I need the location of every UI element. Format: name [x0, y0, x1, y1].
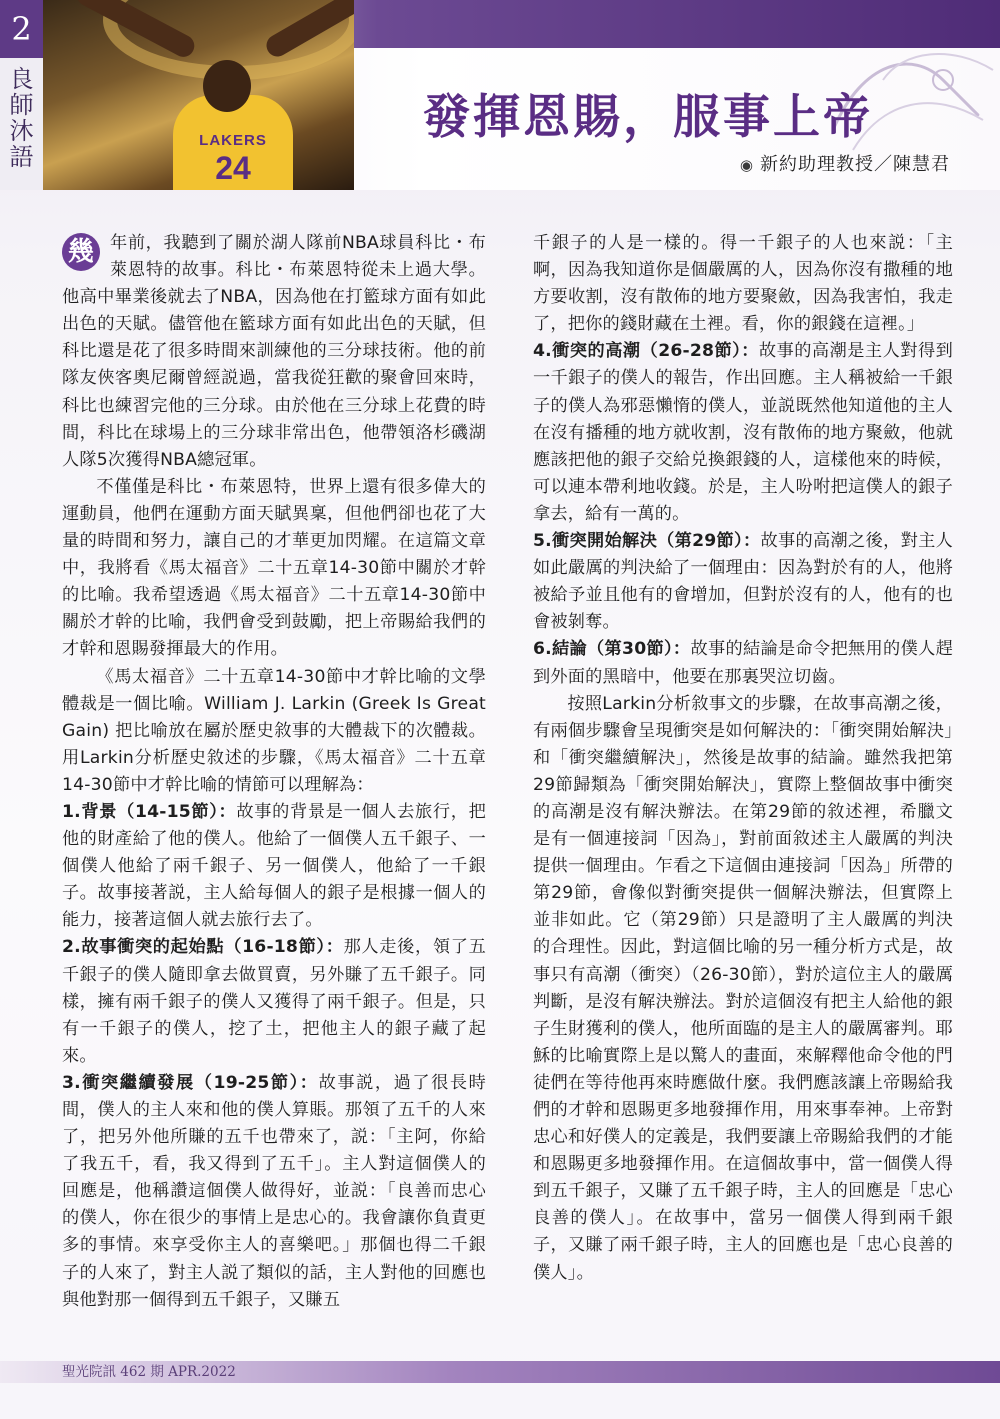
author-name: 新約助理教授／陳慧君: [760, 154, 950, 175]
section-heading: 4.衝突的高潮（26-28節）：: [533, 341, 759, 362]
section-heading: 5.衝突開始解決（第29節）：: [533, 531, 761, 552]
section-item: [62, 934, 486, 1069]
jersey-number: 24: [215, 150, 251, 186]
section-body: 故事的結論是命令把無用的僕人趕到外面的黑暗中，他要在那裏哭泣切齒。: [533, 639, 953, 687]
paragraph: 《馬太福音》二十五章14-30節中才幹比喻的文學體裁是一個比喻。William J. Larkin (Greek Is Great Gain) 把比喻放在屬於歷史敘事的大體裁下的次體裁。用Larkin分析歷史敘述的步驟，《馬太福音》二十五章14-30節中才幹比喻的情節可以理解為：: [62, 666, 486, 795]
paragraph-text: 年前，我聽到了關於湖人隊前NBA球員科比・布萊恩特的故事。科比・布萊恩特從未上過大學。他高中畢業後就去了NBA，因為他在打籃球方面有如此出色的天賦。儘管他在籃球方面有如此出色的天賦，但科比還是花了很多時間來訓練他的三分球技術。他的前隊友俠客奧尼爾曾經説過，當我從狂歡的聚會回來時，科比也練習完他的三分球。由於他在三分球上花費的時間，科比在球場上的三分球非常出色，他帶領洛杉磯湖人隊5次獲得NBA總冠軍。: [62, 233, 486, 470]
article-title: 發揮恩賜，服事上帝: [423, 90, 873, 145]
column-label: [0, 66, 43, 170]
paragraph: [62, 230, 486, 474]
section-item: [62, 799, 486, 934]
jersey-text: LAKERS: [199, 132, 267, 149]
right-column: [533, 230, 953, 1287]
section-item: [533, 528, 953, 636]
article-header: [43, 0, 1000, 190]
left-column: [62, 230, 486, 1314]
section-item: [533, 338, 953, 528]
paragraph: 按照Larkin分析敘事文的步驟，在故事高潮之後，有兩個步驟會呈現衝突是如何解決的：「衝突開始解決」和「衝突繼續解決」，然後是故事的結論。雖然我把第29節歸類為「衝突開始解決」，實際上整個故事中衝突的高潮是沒有解決辦法。在第29節的敘述裡，希臘文是有一個連接詞「因為」，對前面敘述主人嚴厲的判決提供一個理由。乍看之下這個由連接詞「因為」所帶的第29節，會像似對衝突提供一個解決辦法，但實際上並非如此。它（第29節）只是證明了主人嚴厲的判決的合理性。因此，對這個比喻的另一種分析方式是，故事只有高潮（衝突）（26-30節），對於這位主人的嚴厲判斷，是沒有解決辦法。對於這個沒有把主人給他的銀子生財獲利的僕人，他所面臨的是主人的嚴厲審判。耶穌的比喻實際上是以驚人的畫面，來解釋他命令他的門徒們在等待他再來時應做什麼。我們應該讓上帝賜給我們的才幹和恩賜更多地發揮作用，用來事奉神。上帝對忠心和好僕人的定義是，我們要讓上帝賜給我們的才能和恩賜更多地發揮作用。在這個故事中，當一個僕人得到五千銀子，又賺了五千銀子時，主人的回應是「忠心良善的僕人」。在故事中，當另一個僕人得到兩千銀子，又賺了兩千銀子時，主人的回應也是「忠心良善的僕人」。: [533, 693, 953, 1283]
section-item: [62, 1070, 486, 1314]
section-item: [533, 636, 953, 690]
section-body: 故事説，過了很長時間，僕人的主人來和他的僕人算賬。那領了五千的人來了，把另外他所賺的五千也帶來了，説：「主阿，你給了我五千，看，我又得到了五千」。主人對這個僕人的回應是，他稱讚這個僕人做得好，並説：「良善而忠心的僕人，你在很少的事情上是忠心的。我會讓你負責更多的事情。來享受你主人的喜樂吧。」那個也得二千銀子的人來了，對主人説了類似的話，主人對他的回應也與他對那一個得到五千銀子，又賺五: [62, 1072, 486, 1310]
section-body: 故事的高潮之後，對主人如此嚴厲的判決給了一個理由：因為對於有的人，他將被給予並且他有的會增加，但對於沒有的人，他有的也會被剝奪。: [533, 531, 954, 633]
section-heading: 1.背景（14-15節）：: [62, 801, 237, 822]
header-photo: [43, 0, 354, 190]
column-label-char: 良: [9, 65, 34, 93]
column-label-char: 沐: [9, 117, 34, 145]
author-line: [740, 150, 950, 176]
column-label-char: 師: [9, 91, 34, 119]
page-number: 2: [0, 0, 43, 58]
section-heading: 2.故事衝突的起始點（16-18節）：: [62, 937, 344, 958]
section-body: 那人走後，領了五千銀子的僕人隨即拿去做買賣，另外賺了五千銀子。同樣，擁有兩千銀子的僕人又獲得了兩千銀子。但是，只有一千銀子的僕人，挖了土，把他主人的銀子藏了起來。: [62, 937, 486, 1066]
section-body: 故事的背景是一個人去旅行，把他的財產給了他的僕人。他給了一個僕人五千銀子、一個僕人他給了兩千銀子、另一個僕人，他給了一千銀子。故事接著説，主人給每個人的銀子是根據一個人的能力，接著這個人就去旅行去了。: [62, 801, 486, 931]
paragraph: 不僅僅是科比・布萊恩特，世界上還有很多偉大的運動員，他們在運動方面天賦異稟，但他們卻也花了大量的時間和努力，讓自己的才華更加閃耀。在這篇文章中，我將看《馬太福音》二十五章14-30節中關於才幹的比喻。我希望透過《馬太福音》二十五章14-30節中關於才幹的比喻，我們會受到鼓勵，把上帝賜給我們的才幹和恩賜發揮最大的作用。: [62, 476, 486, 660]
section-body: 故事的高潮是主人對得到一千銀子的僕人的報告，作出回應。主人稱被給一千銀子的僕人為邪惡懶惰的僕人，並説既然他知道他的主人在沒有播種的地方就收割，沒有散佈的地方聚斂，他就應該把他的銀子交給兑換銀錢的人，這樣他來的時候，可以連本帶利地收錢。於是，主人吩咐把這僕人的銀子拿去，給有一萬的。: [533, 341, 954, 524]
drop-cap: 幾: [62, 233, 100, 271]
column-label-char: 語: [9, 143, 34, 171]
circle-dot-icon: ◉: [739, 156, 754, 174]
section-heading: 3.衝突繼續發展（19-25節）：: [62, 1072, 319, 1093]
footer-text: 聖光院訊 462 期 APR.2022: [62, 1364, 236, 1380]
paragraph: 千銀子的人是一樣的。得一千銀子的人也來説：「主啊，因為我知道你是個嚴厲的人，因為你沒有撒種的地方要收割，沒有散佈的地方要聚斂，因為我害怕，我走了，把你的錢財藏在土裡。看，你的銀錢在這裡。」: [533, 233, 953, 335]
side-strip: [0, 0, 43, 190]
section-heading: 6.結論（第30節）：: [533, 639, 691, 660]
